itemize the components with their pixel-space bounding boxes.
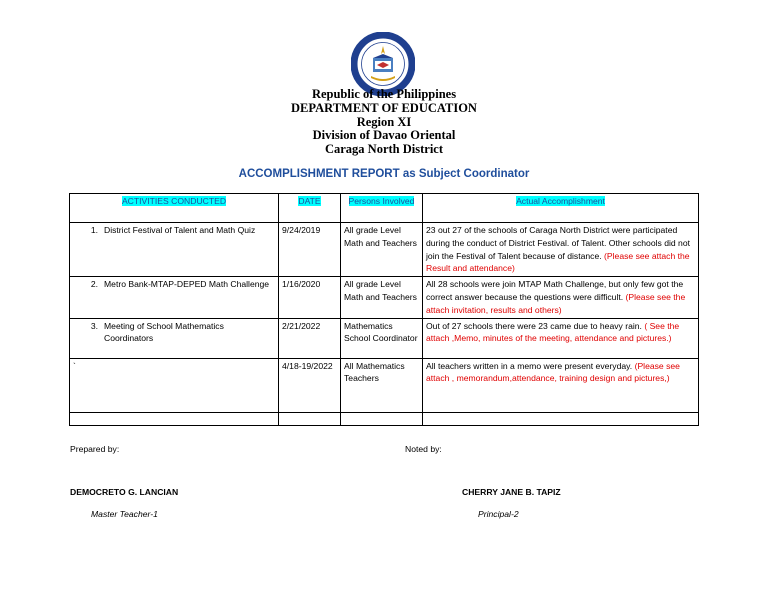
preparer-title: Master Teacher-1 bbox=[91, 509, 158, 519]
header-activities bbox=[70, 194, 279, 223]
date-cell: 2/21/2022 bbox=[279, 318, 341, 358]
accomplishment-text: 23 out 27 of the schools of Caraga North District were participated during the conduct of District Festival. of Talent. Other schools did not join the Festival of Talent because of distance. bbox=[426, 225, 690, 261]
row-number: 2. bbox=[90, 279, 98, 290]
accomplishment-text: All 28 schools were join MTAP Math Challenge, but only few got the correct answer because the questions were difficult. bbox=[426, 279, 684, 302]
prepared-by-label: Prepared by: bbox=[70, 444, 120, 454]
header-department: DEPARTMENT OF EDUCATION bbox=[291, 101, 477, 115]
header-accomplishment bbox=[423, 194, 699, 223]
header-accomplishment-label: Actual Accomplishment bbox=[516, 196, 605, 206]
empty-cell bbox=[423, 412, 699, 425]
table-row-empty bbox=[70, 412, 699, 425]
accomplishment-text: All teachers written in a memo were present everyday. bbox=[426, 360, 633, 371]
noter-title: Principal-2 bbox=[478, 509, 519, 519]
accomplishment-cell bbox=[423, 318, 699, 358]
header-date bbox=[279, 194, 341, 223]
preparer-name: DEMOCRETO G. LANCIAN bbox=[70, 487, 179, 497]
empty-cell bbox=[279, 412, 341, 425]
persons-cell: All grade Level Math and Teachers bbox=[341, 277, 423, 318]
attachment-note: ( See the attach ,Memo, minutes of the meeting, attendance and pictures.) bbox=[426, 320, 680, 344]
report-title: ACCOMPLISHMENT REPORT as Subject Coordinator bbox=[238, 168, 530, 180]
accomplishment-cell bbox=[423, 223, 699, 277]
date-cell: 9/24/2019 bbox=[279, 223, 341, 277]
header-activities-label: ACTIVITIES CONDUCTED bbox=[121, 196, 227, 206]
header-persons bbox=[341, 194, 423, 223]
table-row bbox=[70, 358, 699, 412]
persons-cell: Mathematics School Coordinator bbox=[341, 318, 423, 358]
activity-cell bbox=[70, 358, 279, 412]
attachment-note: (Please see attach the Result and attendance) bbox=[426, 250, 690, 274]
accomplishment-text: Out of 27 schools there were 23 came due to heavy rain. bbox=[426, 320, 642, 331]
activity-cell bbox=[70, 277, 279, 318]
activity-text: Metro Bank-MTAP-DEPED Math Challenge bbox=[104, 279, 270, 290]
accomplishment-cell bbox=[423, 358, 699, 412]
header-district: Caraga North District bbox=[324, 142, 444, 156]
header-region: Region XI bbox=[356, 115, 412, 129]
table-row bbox=[70, 318, 699, 358]
attachment-note: (Please see attach , memorandum,attendance, training design and pictures,) bbox=[426, 360, 680, 384]
persons-cell: All Mathematics Teachers bbox=[341, 358, 423, 412]
activity-cell bbox=[70, 223, 279, 277]
header-persons-label: Persons Involved bbox=[348, 196, 415, 206]
accomplishment-cell bbox=[423, 277, 699, 318]
accomplishment-table bbox=[69, 193, 699, 426]
table-header-row bbox=[70, 194, 699, 223]
activity-text: Meeting of School Mathematics Coordinators bbox=[104, 320, 224, 344]
row-number: ` bbox=[73, 360, 76, 371]
persons-cell: All grade Level Math and Teachers bbox=[341, 223, 423, 277]
header-division: Division of Davao Oriental bbox=[312, 128, 456, 142]
empty-cell bbox=[70, 412, 279, 425]
table-row bbox=[70, 223, 699, 277]
row-number: 1. bbox=[90, 225, 98, 235]
empty-cell bbox=[341, 412, 423, 425]
header-date-label: DATE bbox=[298, 196, 321, 206]
date-cell: 1/16/2020 bbox=[279, 277, 341, 318]
header-republic: Republic of the Philippines bbox=[311, 87, 457, 101]
date-cell: 4/18-19/2022 bbox=[279, 358, 341, 412]
activity-cell bbox=[70, 318, 279, 358]
noted-by-label: Noted by: bbox=[405, 444, 442, 454]
activity-text: District Festival of Talent and Math Quiz bbox=[104, 225, 256, 235]
table-row bbox=[70, 277, 699, 318]
attachment-note: (Please see the attach invitation, results and others) bbox=[426, 291, 686, 315]
row-number: 3. bbox=[90, 320, 98, 331]
noter-name: CHERRY JANE B. TAPIZ bbox=[462, 487, 561, 497]
